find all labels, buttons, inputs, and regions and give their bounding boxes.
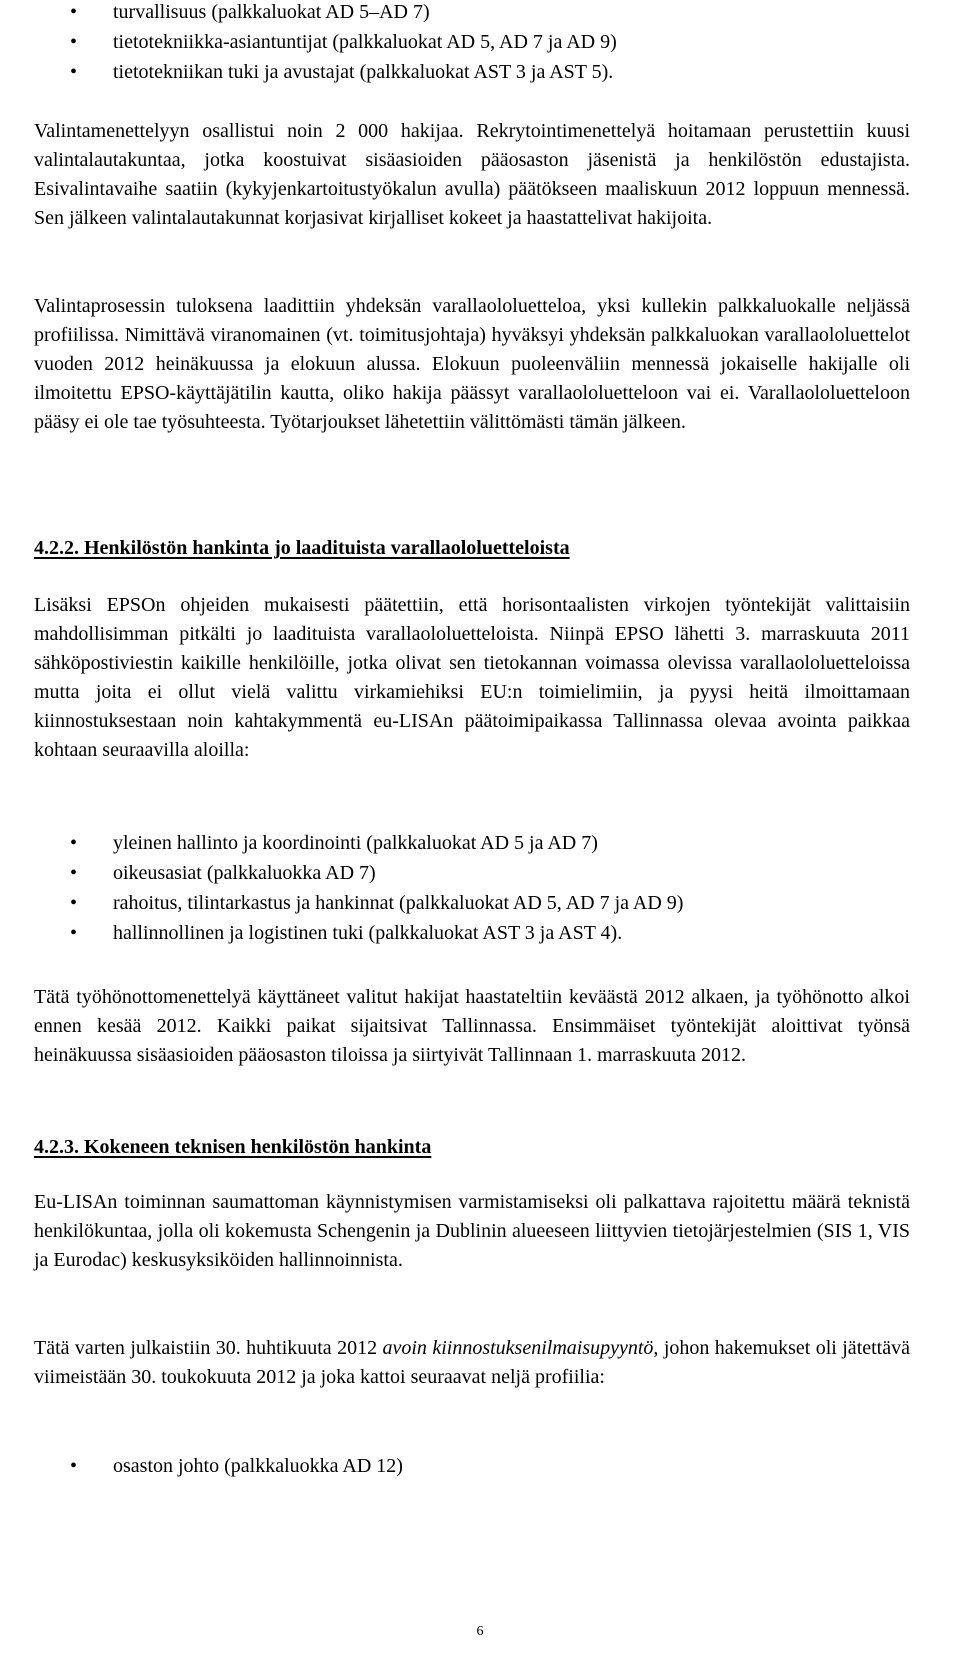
section-heading-4-2-2: 4.2.2. Henkilöstön hankinta jo laadituista varallaololuetteloista	[34, 537, 570, 559]
list-item: • tietotekniikka-asiantuntijat (palkkaluokat AD 5, AD 7 ja AD 9)	[0, 27, 960, 57]
page-number: 6	[476, 1624, 484, 1639]
list-item: • turvallisuus (palkkaluokat AD 5–AD 7)	[0, 0, 960, 27]
bullet-icon: •	[70, 862, 78, 884]
call-title: avoin kiinnostuksenilmaisupyyntö	[382, 1337, 654, 1359]
list-item: • osaston johto (palkkaluokka AD 12)	[0, 1451, 960, 1481]
paragraph-recruitment-procedure: Tätä työhönottomenettelyä käyttäneet valitut hakijat haastateltiin keväästä 2012 alkaen, ja työhönotto alkoi ennen kesää 2012. Kaikki paikat sijaitsivat Tallinnassa. Ensimmäiset työntekijät aloittivat työnsä heinäkuussa sisäasioiden pääosaston tiloissa ja siirtyivät Tallinnaan 1. marraskuuta 2012.	[34, 986, 910, 1066]
section-heading-4-2-3: 4.2.3. Kokeneen teknisen henkilöstön hankinta	[34, 1136, 432, 1158]
bullet-icon: •	[70, 61, 78, 83]
bullet-list-top	[0, 0, 960, 87]
list-item: • yleinen hallinto ja koordinointi (palkkaluokat AD 5 ja AD 7)	[0, 828, 960, 858]
paragraph-technical-staff: Eu-LISAn toiminnan saumattoman käynnistymisen varmistamiseksi oli palkattava rajoitettu määrä teknistä henkilökuntaa, jolla oli kokemusta Schengenin ja Dublinin alueeseen liittyvien tietojärjestelmien (SIS 1, VIS ja Eurodac) keskusyksiköiden hallinnoinnista.	[34, 1191, 910, 1271]
bullet-list-middle	[0, 828, 960, 948]
paragraph-reserve-lists: Valintaprosessin tuloksena laadittiin yhdeksän varallaololuetteloa, yksi kullekin palkkaluokalle neljässä profiilissa. Nimittävä viranomainen (vt. toimitusjohtaja) hyväksyi yhdeksän palkkaluokan varallaololuettelot vuoden 2012 heinäkuussa ja elokuun alussa. Elokuun puoleenväliin mennessä jokaiselle hakijalle oli ilmoitettu EPSO-käyttäjätilin kautta, oliko hakija päässyt varallaololuetteloon vai ei. Varallaololuetteloon pääsy ei ole tae työsuhteesta. Työtarjoukset lähetettiin välittömästi tämän jälkeen.	[34, 295, 910, 433]
bullet-icon: •	[70, 1, 78, 23]
bullet-list-bottom	[0, 1451, 960, 1481]
paragraph-call-for-interest: Tätä varten julkaistiin 30. huhtikuuta 2012 avoin kiinnostuksenilmaisupyyntö, johon hakemukset oli jätettävä viimeistään 30. toukokuuta 2012 ja joka kattoi seuraavat neljä profiilia:	[34, 1337, 910, 1388]
list-item: • hallinnollinen ja logistinen tuki (palkkaluokat AST 3 ja AST 4).	[0, 918, 960, 948]
paragraph-epso-guidance: Lisäksi EPSOn ohjeiden mukaisesti päätettiin, että horisontaalisten virkojen työntekijät valittaisiin mahdollisimman pitkälti jo laadituista varallaololuetteloista. Niinpä EPSO lähetti 3. marraskuuta 2011 sähköpostiviestin kaikille henkilöille, jotka olivat sen tietokannan voimassa olevissa varallaololuetteloissa mutta joita ei ollut vielä valittu virkamiehiksi EU:n toimielimiin, ja pyysi heitä ilmoittamaan kiinnostuksestaan noin kahtakymmentä eu-LISAn päätoimipaikassa Tallinnassa olevaa avointa paikkaa kohtaan seuraavilla aloilla:	[34, 594, 910, 761]
bullet-icon: •	[70, 1455, 78, 1477]
bullet-icon: •	[70, 892, 78, 914]
list-item: • oikeusasiat (palkkaluokka AD 7)	[0, 858, 960, 888]
bullet-icon: •	[70, 31, 78, 53]
list-item: • tietotekniikan tuki ja avustajat (palkkaluokat AST 3 ja AST 5).	[0, 57, 960, 87]
bullet-icon: •	[70, 922, 78, 944]
list-item: • rahoitus, tilintarkastus ja hankinnat (palkkaluokat AD 5, AD 7 ja AD 9)	[0, 888, 960, 918]
bullet-icon: •	[70, 832, 78, 854]
paragraph-selection-process: Valintamenettelyyn osallistui noin 2 000 hakijaa. Rekrytointimenettelyä hoitamaan perustettiin kuusi valintalautakuntaa, jotka koostuivat sisäasioiden pääosaston jäsenistä ja henkilöstön edustajista. Esivalintavaihe saatiin (kykyjenkartoitustyökalun avulla) päätökseen maaliskuun 2012 loppuun mennessä. Sen jälkeen valintalautakunnat korjasivat kirjalliset kokeet ja haastattelivat hakijoita.	[34, 120, 910, 229]
